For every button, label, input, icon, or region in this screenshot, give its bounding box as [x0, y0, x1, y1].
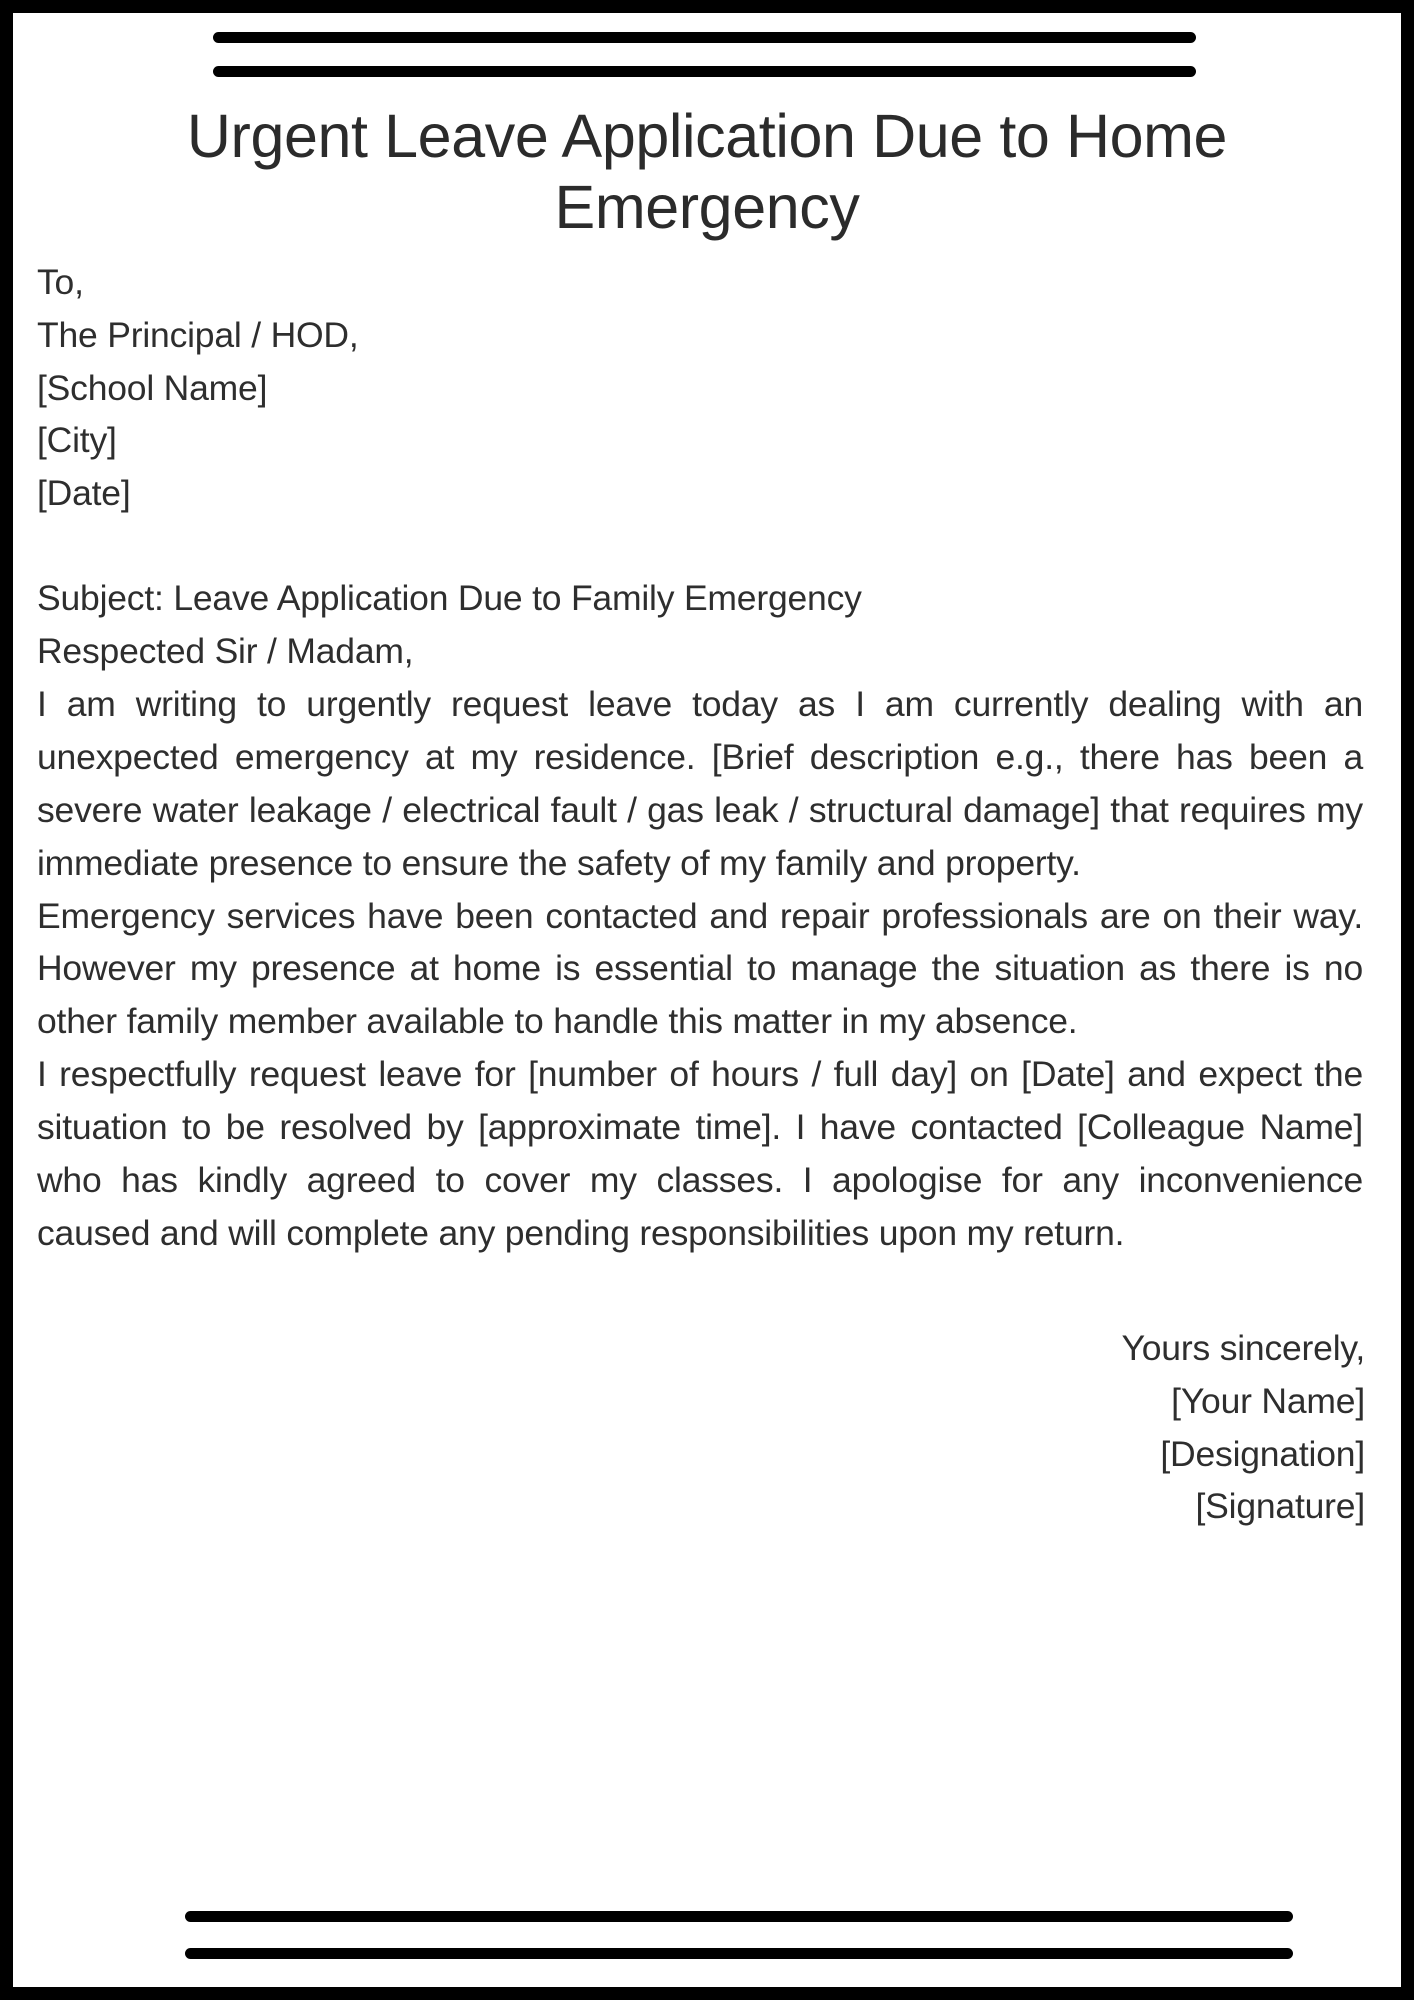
bottom-divider-rule-1 [185, 1911, 1293, 1922]
address-line-date: [Date] [37, 473, 131, 514]
top-divider-spacer [213, 43, 1196, 66]
signoff-name: [Your Name] [1171, 1380, 1365, 1421]
body-paragraph-1: I am writing to urgently request leave today as I am currently dealing with an unexpected emergency at my residence. [Brief description e.g., there has been a severe water leakage / electrical fault / gas leak / structural damage] that requires my immediate presence to ensure the safety of my family and property. [37, 683, 1363, 883]
bottom-divider-group [185, 1911, 1293, 1959]
signoff-signature: [Signature] [1195, 1486, 1365, 1527]
bottom-divider-spacer [185, 1922, 1293, 1948]
body-paragraph-3: I respectfully request leave for [number of hours / full day] on [Date] and expect the situation to be resolved by [approximate time]. I have contacted [Colleague Name] who has kindly agreed to cover my classes. I apologise for any inconvenience caused and will complete any pending responsibilities upon my return. [37, 1054, 1363, 1253]
address-line-school: [School Name] [37, 367, 268, 408]
letter-inner [13, 13, 1401, 1987]
top-divider-group [213, 13, 1196, 77]
top-divider-rule-2 [213, 66, 1196, 77]
address-line-city: [City] [37, 420, 117, 461]
salutation-line: Respected Sir / Madam, [37, 631, 414, 672]
signature-block [27, 1322, 1365, 1534]
top-divider-rule-1 [213, 32, 1196, 43]
address-subject-spacer [37, 520, 1363, 572]
address-line-recipient: The Principal / HOD, [37, 314, 359, 355]
signoff-closing: Yours sincerely, [1121, 1327, 1365, 1368]
signoff-designation: [Designation] [1160, 1433, 1365, 1474]
bottom-divider-rule-2 [185, 1948, 1293, 1959]
letter-body [37, 256, 1363, 1260]
body-paragraph-2: Emergency services have been contacted and repair professionals are on their way. However my presence at home is essential to manage the situation as there is no other family member available to handle this matter in my absence. [37, 895, 1363, 1042]
address-line-to: To, [37, 261, 84, 302]
page-title: Urgent Leave Application Due to Home Emergency [186, 102, 1228, 242]
subject-line: Subject: Leave Application Due to Family Emergency [37, 578, 862, 619]
